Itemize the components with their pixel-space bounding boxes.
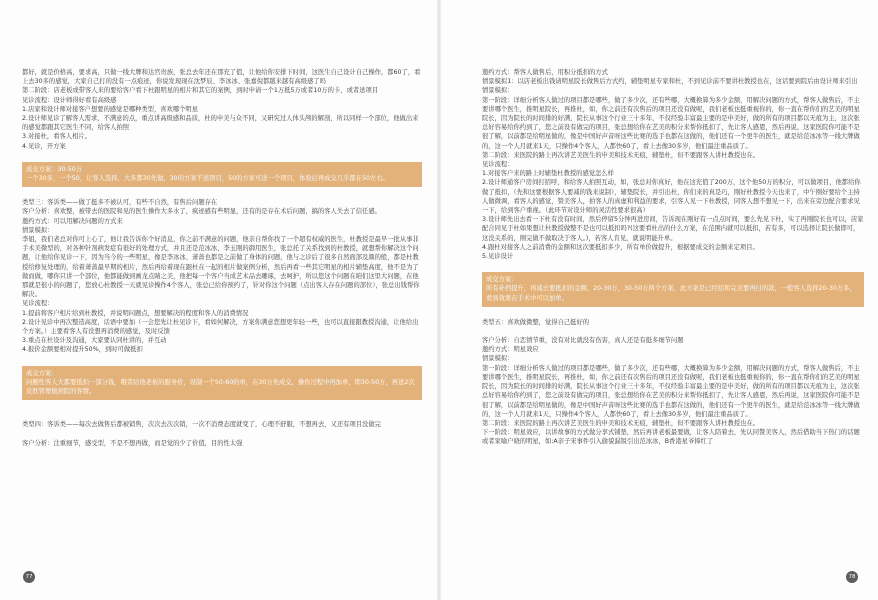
spacer — [22, 189, 422, 198]
paragraph: 见诊流程：设计师得好看有高级感 — [22, 96, 117, 104]
page-number: 77 — [23, 571, 35, 583]
paragraph: 3.重点在杜设计及沟通，大家要认同杜讲的，并互动 — [22, 337, 167, 345]
paragraph: 邀约方式：明星效应 — [482, 346, 539, 354]
paragraph: 2.设计师见诊了解客人需求，不满意的点，重点讲高级感和品质，杜的申美与众不同，又研究过人体头颅的解剖，所以同样一个部位，他做出来的感觉都跟其它医生不同，给客人拍照 — [22, 115, 419, 132]
paragraph: 客户分析：注重细节，感受型，不是不想再做，而是觉的少了价值，目的性太强 — [22, 439, 243, 447]
spacer — [22, 411, 422, 420]
paragraph: 1.对接客户来的路上时辅垫杜教授的感觉怎么样 — [482, 170, 614, 178]
spacer — [482, 327, 864, 336]
book-gutter — [437, 0, 441, 600]
paragraph: 第二阶段：店老板或带客人来的要给客户看下杜跟明星的相片和其它的案例，到时申请一个1万抵5万或者10万的卡，或者送项目 — [22, 87, 379, 95]
paragraph: 3.设计师先出去看一下杜有没有时间，然后停留5分钟再进房间，告诉现在刚好有一点点时间，要么先见下杜，实了再刚院长也可以，店家配合同见于杜如果想让杜教授做整不是也可以抵扣吗?(这要看杜出的什么方案，在范围内就可以抵扣，若有多，可以选择让院长做即可，这没关系的，刚完做不做取决于客人。)，若客人肯见，就说明能升单。 — [482, 216, 864, 242]
right-page — [444, 0, 878, 600]
paragraph: 见诊流程： — [22, 300, 54, 308]
paragraph: 第一阶段：详细分析客人做过的项目都是哪些，做了多少次，还有些哪，大概换算为多少金额，用解决问题的方式，帮客人做售后，不主要讲哪个医生，推明星院长，再推杜，如，你之前还有次售后的项目还没有做呢，我们老板也挺重视你的，你一直在帮你们的艺美的明星院长，因为院长的时间排的好满，院长从事这个行业三十多年，不仅经验丰富最主要的是申美好，做的所有的项目都以无痕为主，这次张总好容易给你约到了，您之前设有做完的项目，张总想给你在艺美的积分来帮你抵扣了，先让客人感恩，然后再说，这家医院你可能不是很了解，以前都是给明星做的，像是中国好声音呀这些比赛的选手也都在这做的，他们还有一个更牛的医生，就是给范冰冰等一线大牌做的，这一个人月就来1天，只操作4个客人，人都快60了，看上去像30多岁，他们最注重品质了。 — [482, 364, 860, 418]
paragraph: 李姐，我们老总对你可上心了，他让我告诉你个好消息，你之前不满意的问题，他亲自帮你找了一个超有权威的医生，杜教授是最早一批从事非手术美微型的，对各种针剂病发症有很好的处理方式，并且还是范冰冰、李玉刚的御用医生，张总托了关系找到的杜教授，就想帮你解决这个问题，让他给你见诊一下，因为当今的一些明星，像是李冰冰、萧蔷也都是之前做了身体的问题，他与之诊后了很多自然面部及颜的般，都是杜教授给修复处理的，给着萧蔷最早期的相片，然后再给着现在跟杜在一起的相片做案例分析，然后再看一些其它明星的相片辅垫高度，他不是为了做而做，哪你只讲一个部位，他都能做到画龙点睛之美，他把每一个客户当成艺术品去雕琢，去呵护，所以您这个问题在咱们这里大问题，在他那就是很小的问题了，您放心杜教授一天就见诊操作4个客人，张总已给你预约了，针对你这个问题（点出客人存在问题的部位），张总出钱帮你解决。 — [22, 236, 420, 299]
paragraph: 客户分析：自恋情节重，没有对比就没有伤害，真人还是有挺多细节问题 — [482, 337, 684, 345]
paragraph: 都好，就是价格高，要求高，只做一线大牌和达官贵族，张总去年还在那充了值，让他给你安排下时间，这医生自己设计自己操作，都60了，看上去30多的感觉，大家自己打的没有一点痕迹，你说发现现在沈梦辰、李冰冰、张嘉倪都越来越有高级感了吗 — [22, 69, 421, 86]
deal-plan-body: 所有补档提升，再减去要抵扣的金额，20-30万，30-50万两个方案，此方案是已经括和完美要再付的款，一般客人选择20-30万多，看到效果在手术中可以加单。 — [486, 285, 856, 302]
spacer — [482, 261, 864, 270]
deal-plan-body: 一个30多，一个50，让客人选择，大多都30先做，30的方案不送项目，50的方案可送一个项目，体验后再成交几乎都在50左右。 — [26, 175, 389, 183]
deal-plan-box — [22, 162, 422, 187]
paragraph: 4.报价金额要相对提升50%，到时可做抵扣 — [22, 346, 143, 354]
paragraph: 见诊流程： — [482, 161, 514, 169]
paragraph: 5.见诊设计 — [482, 253, 514, 261]
paragraph: 4.见诊，开方案 — [22, 142, 66, 150]
paragraph: 第二阶段：来医院的路上再次讲艺美医生的申美和技术无痕，辅垫杜，但不要跟客人讲杜教授也在。 — [482, 151, 760, 159]
deal-plan-box — [22, 366, 422, 401]
paragraph: 第二阶段：来医院的路上再次讲艺美医生的申美和技术无痕，辅垫杜，但不要跟客人讲杜教授也在。 — [482, 419, 760, 427]
deal-plan-title: 成交方案： — [486, 276, 518, 284]
deal-plan-title: 成交方案： — [26, 369, 58, 377]
paragraph: 第一阶段：详细分析客人做过的项目都是哪些，做了多少次，还有些哪，大概换算为多少金额，用解决问题的方式，帮客人做售后，不主要讲哪个医生，推明星院长，再推杜，如，你之前还有次售后的项目还没有做呢，我们老板也挺重视你的，你一直在帮你们的艺美的明星院长，因为院长的时间排的好满，院长从事这个行业三十多年，不仅经验丰富最主要的是申美好，做的所有的项目都以无痕为主，这次张总好容易给你约到了，您之前设有做完的项目，张总想给你在艺美的积分来帮你抵扣了，先让客人感恩，然后再说，这家医院你可能不是很了解，以前都是给明星做的，像是中国好声音呀这些比赛的选手也都在这做的，他们还有一个更牛的医生，就是给范冰冰等一线大牌做的，这一个人月就来1天，只操作4个客人，人都快60了，看上去像30多岁，他们最注重品质了。 — [482, 96, 860, 150]
paragraph: 邀约方式：帮客人做售后，用积分抵扣的方式 — [482, 69, 608, 76]
paragraph: 2.设计师通客户房间打招呼，和给客人拍照互动，如，张总对你真好，他在这充值了200万，这个他50万的积分，可以做项目，他都给你做了抵扣，（先和这要根据客人要减的钱来说制），辅垫院长，并引出杜，你们来的真是巧，刚好杜教授今天也来了，中午刚好要给个主持人做微调，看客人的感觉，赞美客人，拍客人的真虚和利益的要求，引客人见一下杜教授，同客人想不想见一下，出来在旁边配合要求见一下，给到客户重视。（此环节对设计师的灵活性要求很高） — [482, 179, 861, 215]
page-number: 78 — [846, 571, 858, 583]
paragraph: 邀约方式：可以用解决问题的方式来 — [22, 217, 123, 225]
paragraph: 下一阶段：明星效应，以讲故事的方式做分享式铺垫，然后再讲老板最要做，让客人陪着去，先认同赞美客人，然后借助当下热门的话题或者家喻户晓的明星，如:A亲子宋事件引入偷貌漏锐引出范冰冰，B香港星爷捧红了 — [482, 429, 860, 446]
spacer — [22, 402, 422, 411]
right-text-column — [482, 68, 864, 447]
spacer — [22, 430, 422, 439]
paragraph: 情景模拟： — [482, 355, 514, 363]
paragraph: 1.店家和设计师对接客户想要的感觉是哪种类型，喜欢哪个明星 — [22, 105, 199, 113]
left-text-column — [22, 68, 422, 448]
paragraph: 4.跟杜对接客人之前消费的金额和这次要抵扣多少，所有单价做提升，根据要成交的金额来定项目。 — [482, 243, 759, 251]
paragraph: 3.对接杜，看客人相片。 — [22, 133, 91, 141]
deal-plan-box — [482, 272, 864, 307]
paragraph: 类型五：喜欢做微整，觉得自己挺好的 — [482, 318, 590, 326]
paragraph: 情景模拟： — [22, 226, 54, 234]
paragraph: 1.提前将客户相片给到杜教授，并说明问题点，想要解决的程度和客人的消费情况 — [22, 309, 249, 317]
paragraph: 情景模拟： — [482, 87, 514, 95]
paragraph: 类型三：客诉类——做了挺多不被认可，有些不自然，有售后问题存在 — [22, 199, 218, 207]
spacer — [22, 151, 422, 160]
paragraph: 类型四：客诉类——每次去做售后都被销售，次次去次次销，一次不消费态度就变了，心理不舒服，不想再去，又还有项目没做完 — [22, 421, 381, 429]
deal-plan-body: 问题性客人大都要抵扣一部分钱，哦者给他老板的服务价，设制一个50-60的单，在30万先成交，操作过程中再加单，即30-50万，再送2次皮肤管理做到院的客情。 — [26, 378, 415, 396]
spacer — [22, 355, 422, 364]
paragraph: 客户分析：喜欢整，被带去的医院和见的医生操作大多水了，疯迹感有些明显，还有的是存在术后问题，搞的客人失去了信任感。 — [22, 208, 381, 216]
paragraph: 情景模拟1：以店老板出钱请明星院长做售后方式约，辅垫明星专家和杜，不到见诊前不要讲杜教授也在，这话要到院后由设计师来引出 — [482, 78, 858, 86]
paragraph: 2.设计见诊中再次整造高度，话语中要加（一会您先让杜见诊下，看如何解决，方案你满意您想更年轻一些，也可以直接跟教授沟通，让他给出个方案。）主要看客人有没想再消费的感觉，及时反馈 — [22, 318, 419, 336]
left-page — [0, 0, 434, 600]
spacer — [482, 309, 864, 318]
deal-plan-title: 成交方案：30-50万 — [26, 165, 83, 173]
